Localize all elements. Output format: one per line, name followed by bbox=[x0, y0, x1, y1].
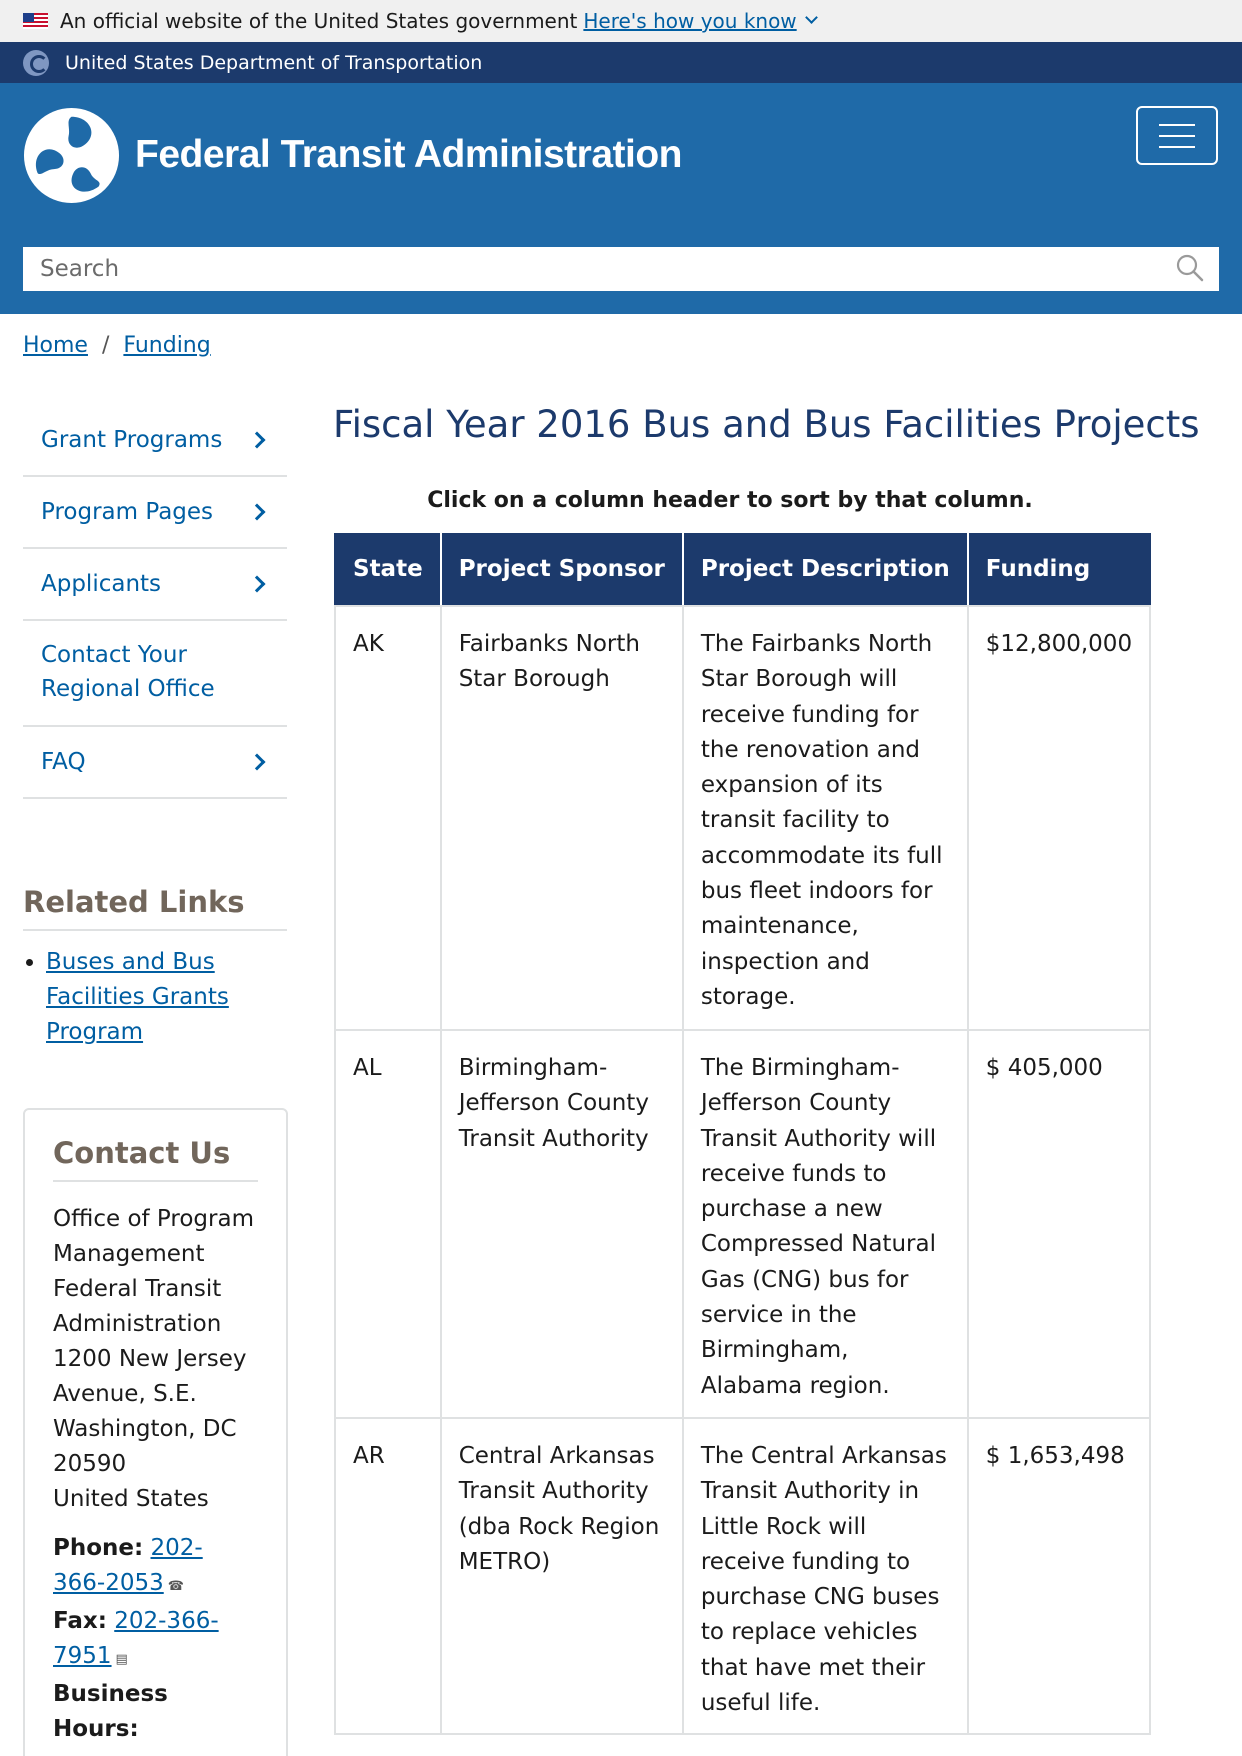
phone-icon: ☎ bbox=[167, 1579, 184, 1594]
contact-heading: Contact Us bbox=[53, 1136, 258, 1182]
sidebar-item-label: Program Pages bbox=[41, 499, 214, 525]
address-line: 1200 New Jersey bbox=[53, 1346, 247, 1372]
phone-link[interactable]: 202-366-2053 bbox=[53, 1535, 203, 1596]
address-line: Office of Program bbox=[53, 1206, 254, 1232]
contact-phone bbox=[53, 1531, 243, 1604]
cell-state: AL bbox=[335, 1030, 441, 1418]
cell-sponsor: Birmingham-Jefferson County Transit Authority bbox=[441, 1030, 683, 1418]
chevron-right-icon bbox=[249, 504, 266, 521]
related-links-list bbox=[23, 945, 287, 1050]
phone-label: Phone: bbox=[53, 1535, 144, 1561]
table-row bbox=[335, 1418, 1150, 1734]
gov-banner-text: An official website of the United States government bbox=[60, 9, 578, 33]
cell-state: AR bbox=[335, 1418, 441, 1734]
table-row bbox=[335, 606, 1150, 1030]
chevron-right-icon bbox=[249, 576, 266, 593]
cell-description: The Fairbanks North Star Borough will receive funding for the renovation and expansion of its transit facility to accommodate its full bus fleet indoors for maintenance, inspection and storage. bbox=[683, 606, 968, 1030]
cell-description: The Birmingham-Jefferson County Transit Authority will receive funds to purchase a new Compressed Natural Gas (CNG) bus for service in the Birmingham, Alabama region. bbox=[683, 1030, 968, 1418]
dot-bar-text[interactable]: United States Department of Transportation bbox=[65, 51, 483, 74]
page-title: Fiscal Year 2016 Bus and Bus Facilities Projects bbox=[333, 403, 1200, 446]
sidebar-item-applicants[interactable] bbox=[23, 549, 287, 621]
sort-note: Click on a column header to sort by that column. bbox=[427, 488, 1033, 513]
breadcrumb bbox=[23, 333, 211, 358]
contact-address bbox=[53, 1202, 258, 1517]
sidebar-item-program-pages[interactable] bbox=[23, 477, 287, 549]
search-input[interactable] bbox=[23, 249, 1143, 289]
cell-state: AK bbox=[335, 606, 441, 1030]
fax-link[interactable]: 202-366-7951 bbox=[53, 1608, 219, 1669]
site-title[interactable]: Federal Transit Administration bbox=[135, 133, 682, 176]
related-links-heading: Related Links bbox=[23, 885, 287, 931]
breadcrumb-separator: / bbox=[101, 333, 110, 358]
sidebar-item-label: FAQ bbox=[41, 749, 86, 775]
us-flag-icon bbox=[23, 13, 48, 29]
hours-label: Business Hours: bbox=[53, 1681, 168, 1742]
hamburger-icon bbox=[1159, 124, 1195, 126]
table-header-row bbox=[335, 533, 1150, 606]
contact-fax bbox=[53, 1604, 233, 1677]
address-line: Federal Transit bbox=[53, 1276, 222, 1302]
sidebar-item-label: Grant Programs bbox=[41, 427, 223, 453]
dot-logo-icon bbox=[23, 50, 49, 76]
hamburger-line bbox=[1159, 135, 1195, 137]
cell-sponsor: Fairbanks North Star Borough bbox=[441, 606, 683, 1030]
address-line: Washington, DC bbox=[53, 1416, 237, 1442]
address-line: Administration bbox=[53, 1311, 222, 1337]
how-you-know-link[interactable]: Here's how you know bbox=[583, 9, 797, 33]
fax-icon: ▤ bbox=[115, 1652, 128, 1667]
address-line: 20590 bbox=[53, 1451, 127, 1477]
chevron-right-icon bbox=[249, 432, 266, 449]
dot-bar bbox=[0, 42, 1242, 83]
address-line: Management bbox=[53, 1241, 205, 1267]
sidebar-item-label: Regional Office bbox=[41, 676, 215, 702]
address-line: United States bbox=[53, 1486, 209, 1512]
sidebar-item-label: Contact Your bbox=[41, 642, 187, 668]
list-item bbox=[46, 945, 287, 1050]
cell-funding: $ 405,000 bbox=[968, 1030, 1150, 1418]
fta-logo-icon[interactable] bbox=[23, 107, 120, 204]
related-links bbox=[23, 885, 287, 1050]
contact-box bbox=[23, 1108, 288, 1756]
menu-button[interactable] bbox=[1136, 106, 1218, 165]
table-row bbox=[335, 1030, 1150, 1418]
chevron-right-icon bbox=[249, 754, 266, 771]
sidebar-item-faq[interactable] bbox=[23, 727, 287, 799]
cell-sponsor: Central Arkansas Transit Authority (dba Rock Region METRO) bbox=[441, 1418, 683, 1734]
sidebar-item-contact-regional-office[interactable] bbox=[23, 621, 287, 727]
site-header bbox=[0, 83, 1242, 314]
projects-table bbox=[334, 533, 1151, 1735]
sidebar-item-label: Applicants bbox=[41, 571, 162, 597]
related-link-buses[interactable]: Buses and Bus Facilities Grants Program bbox=[46, 949, 229, 1045]
fax-label: Fax: bbox=[53, 1608, 107, 1634]
gov-banner bbox=[0, 0, 1242, 42]
cell-funding: $12,800,000 bbox=[968, 606, 1150, 1030]
sidebar-nav bbox=[23, 405, 287, 799]
address-line: Avenue, S.E. bbox=[53, 1381, 197, 1407]
breadcrumb-home[interactable]: Home bbox=[23, 333, 88, 358]
cell-description: The Central Arkansas Transit Authority in Little Rock will receive funding to purchase CNG buses to replace vehicles that have met their useful life. bbox=[683, 1418, 968, 1734]
search-bar bbox=[23, 247, 1219, 291]
breadcrumb-funding[interactable]: Funding bbox=[123, 333, 211, 358]
contact-hours bbox=[53, 1677, 258, 1747]
hamburger-line bbox=[1159, 146, 1195, 148]
column-header-sponsor[interactable]: Project Sponsor bbox=[441, 533, 683, 606]
search-icon[interactable] bbox=[1175, 253, 1205, 283]
column-header-funding[interactable]: Funding bbox=[968, 533, 1150, 606]
column-header-state[interactable]: State bbox=[335, 533, 441, 606]
sidebar-item-grant-programs[interactable] bbox=[23, 405, 287, 477]
column-header-description[interactable]: Project Description bbox=[683, 533, 968, 606]
cell-funding: $ 1,653,498 bbox=[968, 1418, 1150, 1734]
chevron-down-icon[interactable] bbox=[805, 11, 818, 24]
